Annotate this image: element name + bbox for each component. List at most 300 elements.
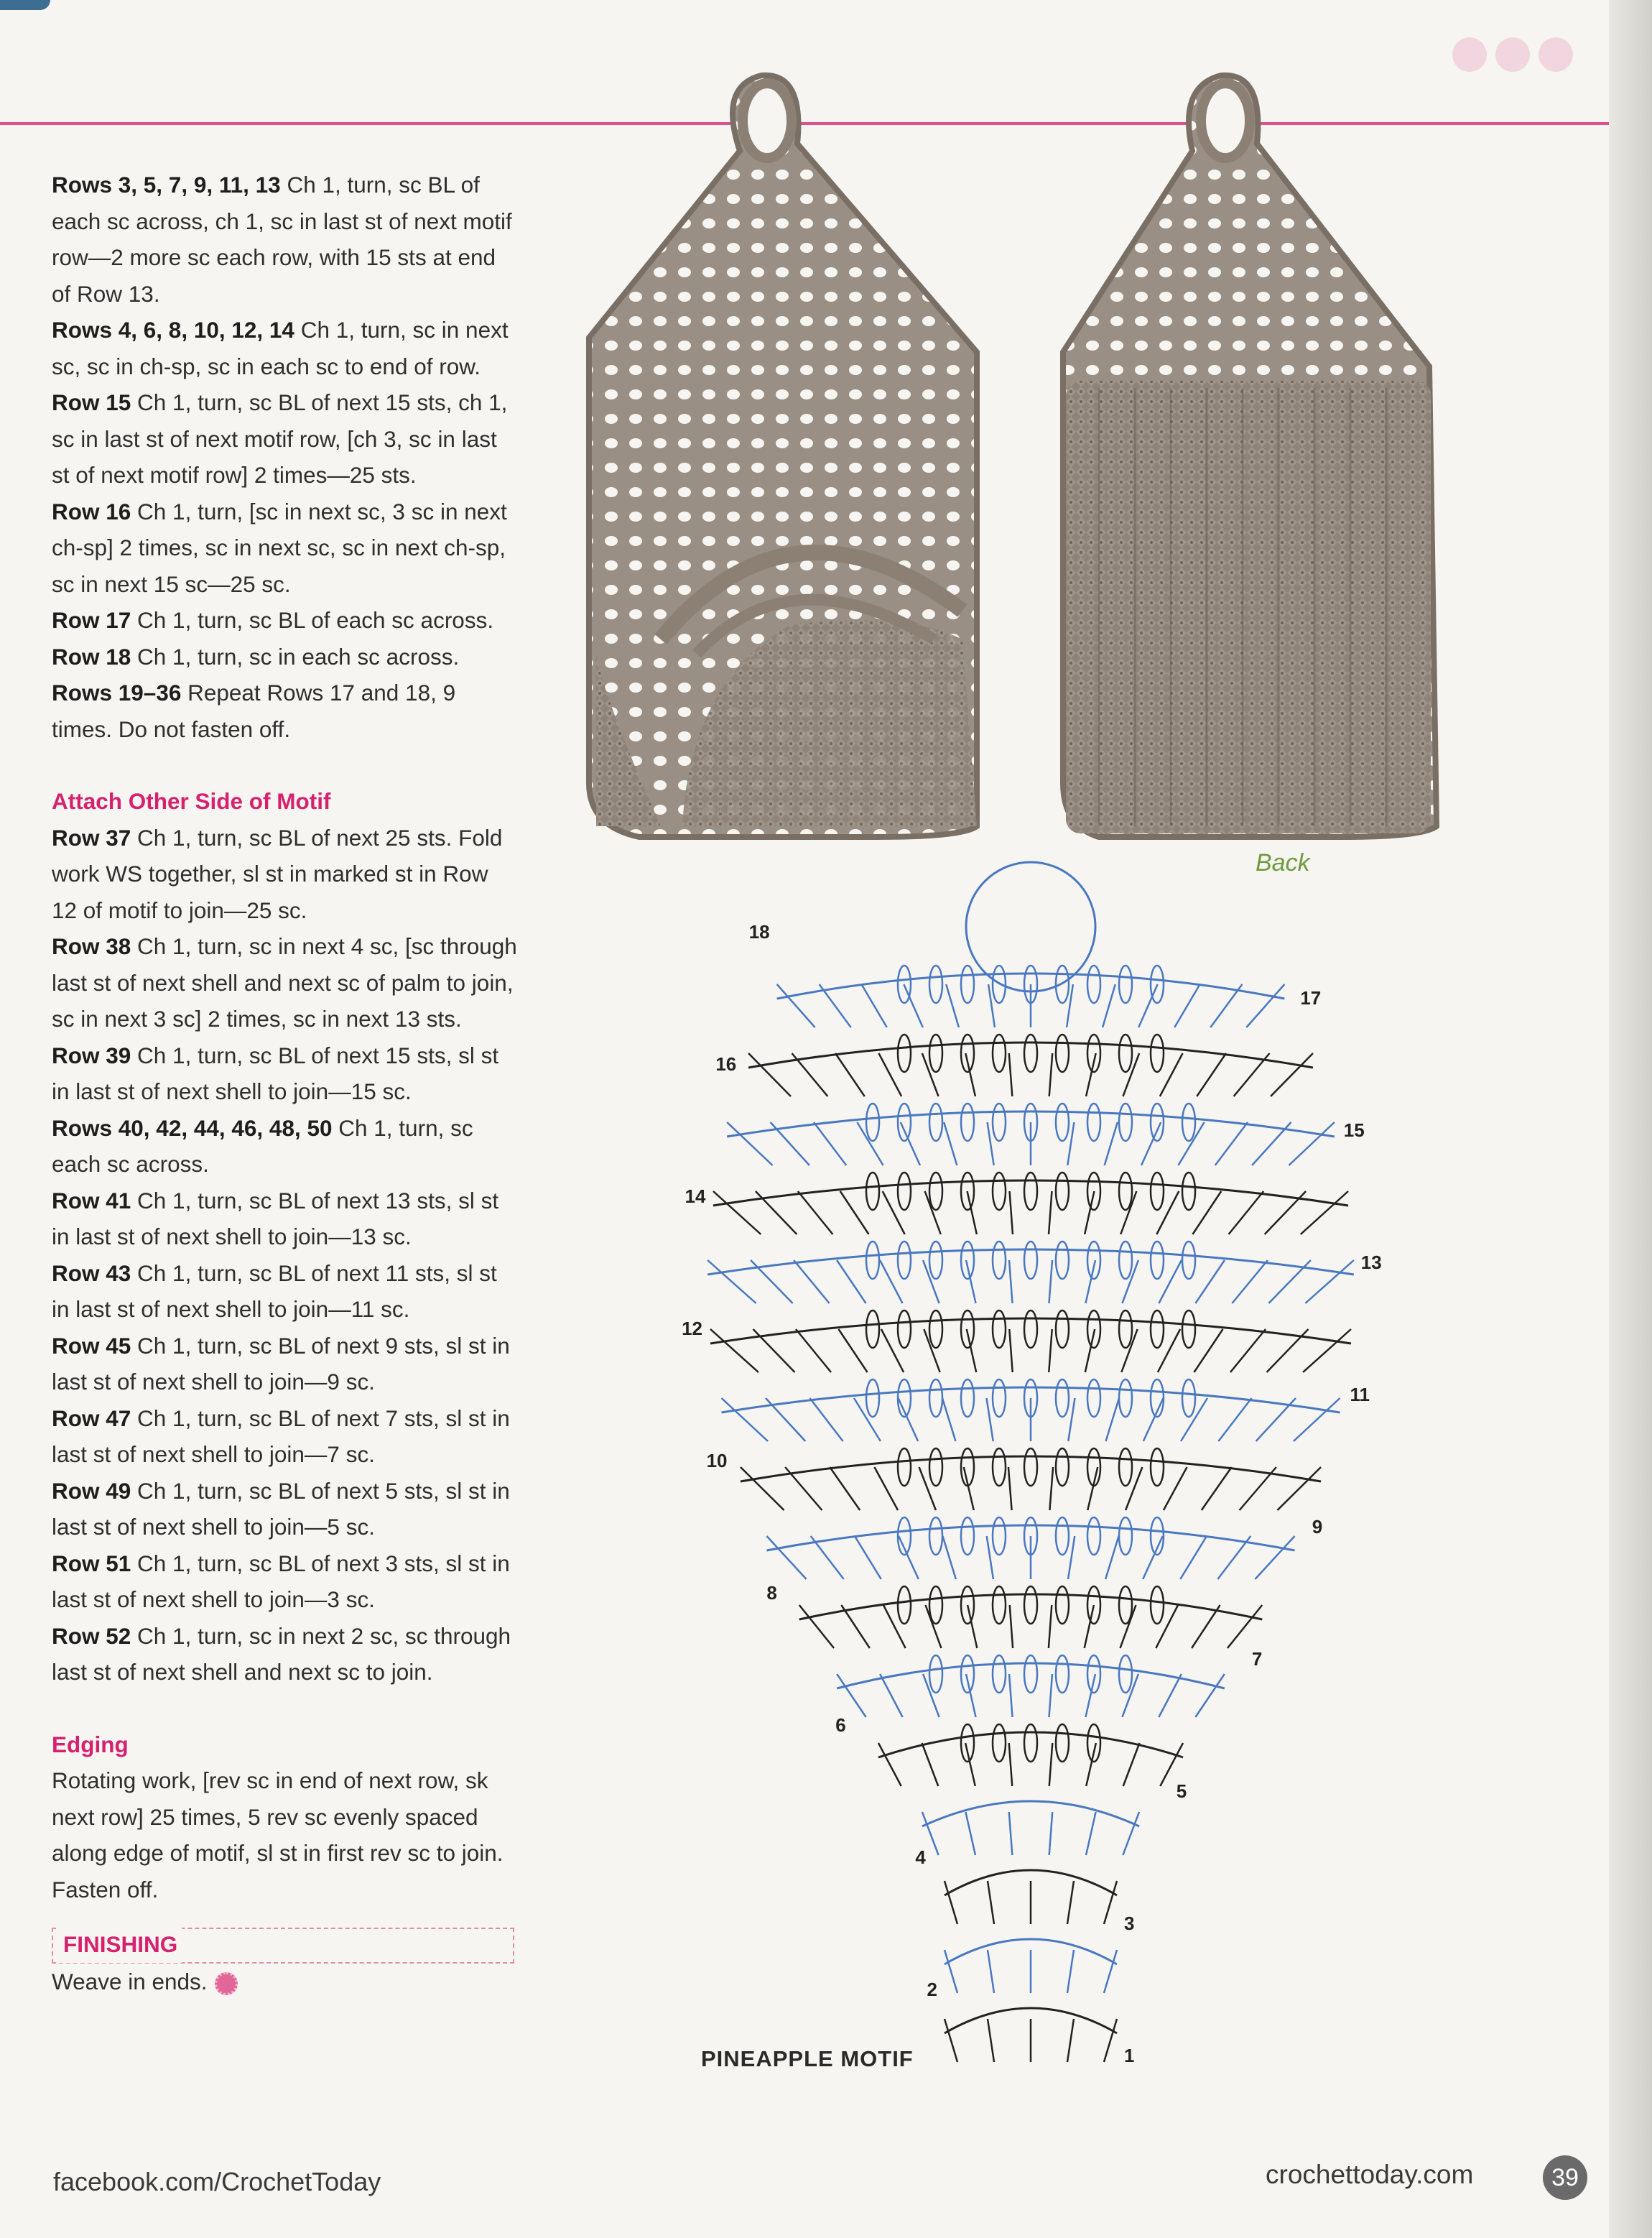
chain-stitch bbox=[1087, 1517, 1100, 1555]
finishing-text: Weave in ends. bbox=[52, 1969, 208, 1994]
stitch-mark bbox=[1067, 1950, 1074, 1993]
stitch-mark bbox=[1122, 1260, 1138, 1303]
chain-stitch bbox=[1151, 1448, 1164, 1486]
stitch-mark bbox=[1085, 1191, 1094, 1234]
stitch-mark bbox=[967, 1191, 977, 1234]
row-text: Ch 1, turn, sc in next 2 sc, sc through last st of next shell and next sc to join. bbox=[52, 1622, 511, 1685]
edging-title: Edging bbox=[52, 1731, 129, 1757]
footer-facebook: facebook.com/CrochetToday bbox=[53, 2167, 381, 2196]
stitch-mark bbox=[923, 1260, 939, 1303]
stitch-mark bbox=[810, 1398, 843, 1441]
stitch-mark bbox=[1159, 1260, 1181, 1303]
chain-stitch bbox=[993, 1448, 1006, 1486]
stitch-mark bbox=[785, 1467, 822, 1510]
stitch-mark bbox=[1049, 1191, 1052, 1234]
chain-stitch bbox=[929, 1448, 942, 1486]
stitch-mark bbox=[771, 1122, 809, 1165]
row-label: Row 47 bbox=[52, 1405, 131, 1431]
stitch-mark bbox=[1192, 1605, 1220, 1648]
chain-stitch bbox=[929, 1655, 942, 1693]
stitch-mark bbox=[748, 1053, 791, 1096]
chain-stitch bbox=[1056, 1310, 1069, 1348]
stitch-mark bbox=[881, 1329, 904, 1372]
stitch-mark bbox=[945, 1950, 957, 1993]
page-number: 39 bbox=[1543, 2155, 1587, 2200]
stitch-mark bbox=[1104, 1950, 1117, 1993]
chain-stitch bbox=[866, 1104, 879, 1141]
chain-stitch bbox=[1024, 1310, 1037, 1348]
chain-stitch bbox=[929, 966, 942, 1003]
row-number: 1 bbox=[1124, 2045, 1135, 2066]
stitch-mark bbox=[1049, 1260, 1052, 1303]
stitch-mark bbox=[924, 1329, 939, 1372]
row-number: 4 bbox=[915, 1846, 926, 1868]
stitch-mark bbox=[840, 1191, 869, 1234]
stitch-mark bbox=[1067, 2019, 1074, 2062]
stitch-mark bbox=[1195, 1260, 1224, 1303]
row-text: Ch 1, turn, sc BL of next 11 sts, sl st in last st of next shell to join—11 sc. bbox=[52, 1259, 497, 1322]
stitch-mark bbox=[707, 1260, 756, 1303]
stitch-mark bbox=[883, 1191, 905, 1234]
stitch-mark bbox=[945, 1881, 957, 1924]
stitch-mark bbox=[1120, 1191, 1136, 1234]
stitch-mark bbox=[922, 1743, 939, 1786]
instructions-list bbox=[52, 167, 519, 747]
stitch-mark bbox=[1294, 1398, 1340, 1441]
row-number: 13 bbox=[1360, 1252, 1382, 1273]
row-text: Ch 1, turn, sc BL of next 7 sts, sl st in last st of next shell to join—7 sc. bbox=[52, 1405, 510, 1467]
pineapple-motif-diagram bbox=[682, 848, 1382, 2112]
stitch-mark bbox=[1123, 1743, 1140, 1786]
stitch-mark bbox=[942, 1398, 955, 1441]
stitch-mark bbox=[1009, 1053, 1013, 1096]
attach-list bbox=[52, 820, 519, 1691]
header-dots bbox=[1452, 37, 1573, 72]
stitch-mark bbox=[1232, 1260, 1267, 1303]
chain-stitch bbox=[1119, 1448, 1132, 1486]
chain-stitch bbox=[993, 1586, 1006, 1624]
row-number: 14 bbox=[685, 1185, 706, 1207]
stitch-mark bbox=[899, 1398, 919, 1441]
chain-stitch bbox=[1087, 1241, 1100, 1279]
chain-stitch bbox=[1024, 1241, 1037, 1279]
chain-stitch bbox=[1119, 1173, 1132, 1210]
stitch-mark bbox=[1180, 1536, 1207, 1579]
chain-stitch bbox=[961, 1241, 974, 1279]
row-label: Row 38 bbox=[52, 933, 131, 959]
instruction-row bbox=[52, 1328, 519, 1400]
instruction-row bbox=[52, 675, 519, 747]
chain-stitch bbox=[993, 1035, 1006, 1072]
chain-stitch bbox=[1056, 1724, 1069, 1762]
stitch-mark bbox=[1202, 1467, 1232, 1510]
chain-stitch bbox=[866, 1241, 879, 1279]
stitch-mark bbox=[1210, 984, 1242, 1027]
row-number: 16 bbox=[715, 1053, 737, 1075]
stitch-mark bbox=[1289, 1122, 1334, 1165]
instruction-row bbox=[52, 494, 519, 603]
row-number: 9 bbox=[1312, 1516, 1323, 1538]
stitch-mark bbox=[1104, 2019, 1117, 2062]
chain-stitch bbox=[1024, 1724, 1037, 1762]
stitch-mark bbox=[1123, 1812, 1139, 1855]
chain-stitch bbox=[929, 1104, 942, 1141]
stitch-mark bbox=[1009, 1329, 1012, 1372]
stitch-mark bbox=[799, 1605, 834, 1648]
stitch-mark bbox=[792, 1053, 828, 1096]
row-number: 7 bbox=[1251, 1648, 1263, 1670]
stitch-mark bbox=[710, 1329, 758, 1372]
chain-stitch bbox=[1024, 1173, 1037, 1210]
row-label: Rows 4, 6, 8, 10, 12, 14 bbox=[52, 317, 294, 343]
instruction-row bbox=[52, 312, 519, 384]
chain-stitch bbox=[1182, 1310, 1195, 1348]
stitch-mark bbox=[814, 1122, 846, 1165]
stitch-mark bbox=[1049, 1743, 1053, 1786]
chain-stitch bbox=[1151, 1586, 1164, 1624]
stitch-mark bbox=[794, 1260, 829, 1303]
chain-stitch bbox=[993, 1104, 1006, 1141]
stitch-mark bbox=[1156, 1605, 1178, 1648]
stitch-mark bbox=[1105, 1536, 1118, 1579]
chain-stitch bbox=[929, 1586, 942, 1624]
row-number: 11 bbox=[1350, 1384, 1370, 1405]
instruction-row bbox=[52, 1110, 519, 1183]
stitch-mark bbox=[1192, 1191, 1221, 1234]
chain-stitch bbox=[929, 1241, 942, 1279]
row-label: Rows 40, 42, 44, 46, 48, 50 bbox=[52, 1114, 333, 1141]
chain-stitch bbox=[961, 1035, 974, 1072]
stitch-mark bbox=[1120, 1605, 1136, 1648]
stitch-mark bbox=[861, 984, 886, 1027]
instruction-row bbox=[52, 639, 519, 675]
stitch-mark bbox=[967, 1605, 977, 1648]
stitch-row bbox=[741, 1456, 1321, 1481]
row-number: 2 bbox=[927, 1979, 937, 2000]
stitch-mark bbox=[942, 1536, 955, 1579]
row-label: Row 39 bbox=[52, 1042, 131, 1068]
stitch-mark bbox=[1049, 1053, 1053, 1096]
back-label: Back bbox=[1256, 849, 1310, 877]
stitch-mark bbox=[1228, 1605, 1262, 1648]
stitch-mark bbox=[926, 1605, 942, 1648]
row-number: 18 bbox=[748, 921, 770, 943]
row-number: 12 bbox=[682, 1318, 702, 1339]
chain-stitch bbox=[1182, 1173, 1195, 1210]
chain-stitch bbox=[898, 1310, 911, 1348]
stitch-mark bbox=[1234, 1053, 1270, 1096]
row-text: Ch 1, turn, sc BL of next 5 sts, sl st in last st of next shell to join—5 sc. bbox=[52, 1477, 510, 1540]
chain-stitch bbox=[1087, 1379, 1100, 1417]
stitch-mark bbox=[1126, 1467, 1142, 1510]
chain-stitch bbox=[898, 1448, 911, 1486]
chain-stitch bbox=[1087, 1655, 1100, 1693]
row-number: 6 bbox=[835, 1714, 846, 1736]
stitch-mark bbox=[835, 1053, 865, 1096]
stitch-mark bbox=[1197, 1053, 1226, 1096]
chain-stitch bbox=[1056, 1517, 1069, 1555]
instruction-row bbox=[52, 1183, 519, 1255]
stitch-mark bbox=[722, 1398, 769, 1441]
row-label: Row 43 bbox=[52, 1259, 131, 1286]
row-number: 3 bbox=[1124, 1913, 1135, 1934]
row-text: Ch 1, turn, sc BL of each sc across, ch 1, sc in last st of next motif row—2 more sc each row, with 15 sts at end of Row 13. bbox=[52, 172, 512, 307]
chain-stitch bbox=[961, 1104, 974, 1141]
row-text: Ch 1, turn, sc BL of next 15 sts, ch 1, sc in last st of next motif row, [ch 3, sc in last st of next motif row] 2 times—25 sts. bbox=[52, 389, 508, 488]
row-number: 8 bbox=[766, 1582, 777, 1604]
chain-stitch bbox=[993, 1173, 1006, 1210]
stitch-mark bbox=[1105, 1122, 1118, 1165]
stitch-mark bbox=[988, 1950, 994, 1993]
chain-stitch bbox=[898, 1586, 911, 1624]
chain-stitch bbox=[898, 1173, 911, 1210]
chain-stitch bbox=[1119, 1104, 1132, 1141]
instruction-row bbox=[52, 1255, 519, 1328]
chain-stitch bbox=[1151, 1310, 1164, 1348]
footer-website: crochettoday.com bbox=[1266, 2160, 1474, 2189]
instruction-row bbox=[52, 1545, 519, 1618]
stitch-mark bbox=[1049, 1467, 1053, 1510]
chain-stitch bbox=[1024, 1035, 1037, 1072]
row-label: Rows 3, 5, 7, 9, 11, 13 bbox=[52, 172, 281, 198]
chain-stitch bbox=[993, 1379, 1006, 1417]
chain-stitch bbox=[929, 1379, 942, 1417]
chain-stitch bbox=[1087, 1035, 1100, 1072]
motif-rows bbox=[707, 862, 1354, 2062]
stitch-mark bbox=[1049, 1605, 1052, 1648]
row-text: Ch 1, turn, [sc in next sc, 3 sc in next ch-sp] 2 times, sc in next sc, sc in next ch-sp, sc in next 15 sc—25 sc. bbox=[52, 498, 507, 597]
stitch-mark bbox=[1009, 1812, 1013, 1855]
stitch-mark bbox=[1229, 1191, 1264, 1234]
instruction-row bbox=[52, 602, 519, 639]
stitch-mark bbox=[1217, 1536, 1250, 1579]
stitch-mark bbox=[1049, 1329, 1052, 1372]
row-text: Ch 1, turn, sc BL of each sc across. bbox=[131, 607, 494, 633]
chain-stitch bbox=[1056, 1035, 1069, 1072]
stitch-mark bbox=[1106, 1398, 1119, 1441]
stitch-mark bbox=[1049, 1812, 1053, 1855]
stitch-mark bbox=[964, 1467, 974, 1510]
stitch-row bbox=[713, 1180, 1348, 1206]
instruction-row bbox=[52, 820, 519, 929]
row-number: 10 bbox=[706, 1450, 728, 1471]
stitch-mark bbox=[1195, 1674, 1224, 1717]
stitch-row bbox=[710, 1318, 1351, 1344]
stitch-mark bbox=[988, 2019, 994, 2062]
chain-stitch bbox=[961, 1517, 974, 1555]
chain-stitch bbox=[898, 1241, 911, 1279]
chain-stitch bbox=[961, 1655, 974, 1693]
stitch-mark bbox=[855, 1536, 881, 1579]
stitch-mark bbox=[1305, 1260, 1353, 1303]
instruction-row bbox=[52, 1473, 519, 1545]
chain-stitch bbox=[1056, 1379, 1069, 1417]
row-label: Rows 19–36 bbox=[52, 680, 182, 706]
instruction-row bbox=[52, 167, 519, 312]
finishing-box bbox=[52, 1928, 514, 1964]
stitch-mark bbox=[1230, 1329, 1266, 1372]
row-label: Row 49 bbox=[52, 1477, 131, 1504]
stitch-row bbox=[837, 1663, 1225, 1688]
stitch-mark bbox=[880, 1260, 902, 1303]
chain-stitch bbox=[1056, 1655, 1069, 1693]
row-number: 5 bbox=[1176, 1780, 1187, 1802]
stitch-mark bbox=[838, 1329, 867, 1372]
chain-stitch bbox=[993, 1310, 1006, 1348]
stitch-row bbox=[707, 1249, 1354, 1275]
stitch-mark bbox=[1255, 1536, 1294, 1579]
chain-stitch bbox=[1056, 1448, 1069, 1486]
row-text: Ch 1, turn, sc BL of next 15 sts, sl st in last st of next shell to join—15 sc. bbox=[52, 1042, 499, 1104]
row-label: Row 52 bbox=[52, 1622, 131, 1649]
instruction-row bbox=[52, 928, 519, 1037]
row-label: Row 45 bbox=[52, 1332, 131, 1359]
chain-stitch bbox=[1087, 966, 1100, 1003]
stitch-mark bbox=[1159, 1674, 1181, 1717]
stitch-mark bbox=[1174, 984, 1199, 1027]
row-label: Row 17 bbox=[52, 607, 131, 633]
stitch-mark bbox=[965, 1812, 975, 1855]
stitch-mark bbox=[830, 1467, 860, 1510]
chain-stitch bbox=[1056, 1104, 1069, 1141]
row-number: 15 bbox=[1343, 1119, 1365, 1141]
chain-stitch bbox=[898, 1035, 911, 1072]
stitch-mark bbox=[1160, 1743, 1183, 1786]
chain-stitch bbox=[1119, 1379, 1132, 1417]
chain-stitch bbox=[1024, 1655, 1037, 1693]
motif-title: PINEAPPLE MOTIF bbox=[701, 2046, 914, 2071]
chain-stitch bbox=[866, 1310, 879, 1348]
stitch-mark bbox=[1009, 1674, 1012, 1717]
chain-stitch bbox=[993, 1241, 1006, 1279]
row-text: Ch 1, turn, sc in next 4 sc, [sc through last st of next shell and next sc of palm to join, sc in next 3 sc] 2 times, sc in next 13 sts. bbox=[52, 933, 517, 1032]
row-text: Repeat Rows 17 and 18, 9 times. Do not fasten off. bbox=[52, 680, 456, 742]
stitch-mark bbox=[777, 984, 815, 1027]
attach-title: Attach Other Side of Motif bbox=[52, 788, 331, 814]
stitch-mark bbox=[1009, 1260, 1012, 1303]
chain-stitch bbox=[993, 1517, 1006, 1555]
finishing-line bbox=[52, 1964, 519, 2000]
stitch-mark bbox=[1138, 984, 1158, 1027]
chain-stitch bbox=[1182, 1379, 1195, 1417]
chain-stitch bbox=[993, 1655, 1006, 1693]
stitch-mark bbox=[766, 1398, 805, 1441]
row-label: Row 37 bbox=[52, 824, 131, 851]
chain-stitch bbox=[961, 1379, 974, 1417]
stitch-mark bbox=[841, 1605, 870, 1648]
chain-stitch bbox=[961, 966, 974, 1003]
chain-stitch bbox=[1151, 1035, 1164, 1072]
stitch-mark bbox=[1301, 1191, 1348, 1234]
chain-stitch bbox=[1056, 1241, 1069, 1279]
chain-stitch bbox=[1182, 1104, 1195, 1141]
stitch-mark bbox=[1010, 1191, 1013, 1234]
stitch-mark bbox=[713, 1191, 761, 1234]
stitch-mark bbox=[1156, 1191, 1179, 1234]
stitch-mark bbox=[798, 1191, 833, 1234]
stitch-mark bbox=[880, 1674, 902, 1717]
instruction-row bbox=[52, 1400, 519, 1473]
stitch-mark bbox=[967, 1329, 976, 1372]
stitch-mark bbox=[741, 1467, 784, 1510]
stitch-mark bbox=[1164, 1467, 1187, 1510]
stitch-mark bbox=[1087, 1467, 1098, 1510]
chain-stitch bbox=[1024, 1586, 1037, 1624]
corner-tab bbox=[0, 0, 50, 10]
row-text: Ch 1, turn, sc each sc across. bbox=[52, 1114, 473, 1177]
stitch-mark bbox=[883, 1605, 906, 1648]
stitch-mark bbox=[1194, 1329, 1222, 1372]
chain-stitch bbox=[1056, 1173, 1069, 1210]
flower-icon bbox=[215, 1972, 238, 1995]
stitch-mark bbox=[925, 1191, 941, 1234]
chain-stitch bbox=[1151, 1241, 1164, 1279]
stitch-mark bbox=[1009, 1743, 1013, 1786]
chain-stitch bbox=[866, 1173, 879, 1210]
row-text: Ch 1, turn, sc in each sc across. bbox=[131, 643, 460, 670]
stitch-row bbox=[878, 1732, 1183, 1757]
stitch-mark bbox=[837, 1674, 866, 1717]
stitch-mark bbox=[1085, 1605, 1094, 1648]
stitch-mark bbox=[1215, 1122, 1248, 1165]
stitch-row bbox=[922, 1801, 1139, 1826]
mitt-front-photo bbox=[575, 65, 1020, 848]
chain-stitch bbox=[1119, 1517, 1132, 1555]
instructions-column bbox=[52, 167, 519, 2000]
stitch-mark bbox=[727, 1122, 772, 1165]
chain-stitch bbox=[898, 1104, 911, 1141]
stitch-mark bbox=[946, 984, 959, 1027]
stitch-mark bbox=[945, 2019, 957, 2062]
chain-stitch bbox=[1024, 1448, 1037, 1486]
stitch-mark bbox=[796, 1329, 831, 1372]
page-binding-shadow bbox=[1609, 0, 1652, 2238]
chain-stitch bbox=[929, 1035, 942, 1072]
chain-stitch bbox=[1119, 1310, 1132, 1348]
stitch-mark bbox=[820, 984, 851, 1027]
instruction-row bbox=[52, 1037, 519, 1110]
stitch-mark bbox=[837, 1260, 866, 1303]
stitch-mark bbox=[904, 984, 923, 1027]
chain-stitch bbox=[929, 1173, 942, 1210]
chain-stitch bbox=[929, 1517, 942, 1555]
stitch-mark bbox=[1246, 984, 1284, 1027]
row-label: Row 18 bbox=[52, 643, 131, 670]
chain-stitch bbox=[961, 1586, 974, 1624]
stitch-mark bbox=[1240, 1467, 1276, 1510]
stitch-mark bbox=[811, 1536, 844, 1579]
edging-text: Rotating work, [rev sc in end of next row, sk next row] 25 times, 5 rev sc evenly spaced along edge of motif, sl st in first rev sc to join. Fasten off. bbox=[52, 1767, 504, 1902]
stitch-mark bbox=[1218, 1398, 1251, 1441]
stitch-row bbox=[748, 1042, 1313, 1068]
stitch-mark bbox=[1303, 1329, 1351, 1372]
stitch-mark bbox=[1010, 1605, 1013, 1648]
chain-stitch bbox=[929, 1310, 942, 1348]
stitch-mark bbox=[1121, 1329, 1137, 1372]
row-text: Ch 1, turn, sc BL of next 25 sts. Fold work WS together, sl st in marked st in Row 12 of motif to join—25 sc. bbox=[52, 824, 503, 923]
row-text: Ch 1, turn, sc BL of next 9 sts, sl st in last st of next shell to join—9 sc. bbox=[52, 1332, 510, 1395]
row-label: Row 15 bbox=[52, 389, 131, 415]
chain-stitch bbox=[1151, 1104, 1164, 1141]
mitt-back-photo bbox=[1056, 65, 1458, 848]
chain-stitch bbox=[1056, 1586, 1069, 1624]
stitch-mark bbox=[1143, 1536, 1163, 1579]
row-text: Ch 1, turn, sc in next sc, sc in ch-sp, sc in each sc to end of row. bbox=[52, 317, 509, 379]
stitch-mark bbox=[1143, 1398, 1164, 1441]
row-text: Ch 1, turn, sc BL of next 3 sts, sl st in last st of next shell to join—3 sc. bbox=[52, 1550, 510, 1612]
stitch-mark bbox=[1122, 1674, 1138, 1717]
chain-stitch bbox=[1119, 1586, 1132, 1624]
